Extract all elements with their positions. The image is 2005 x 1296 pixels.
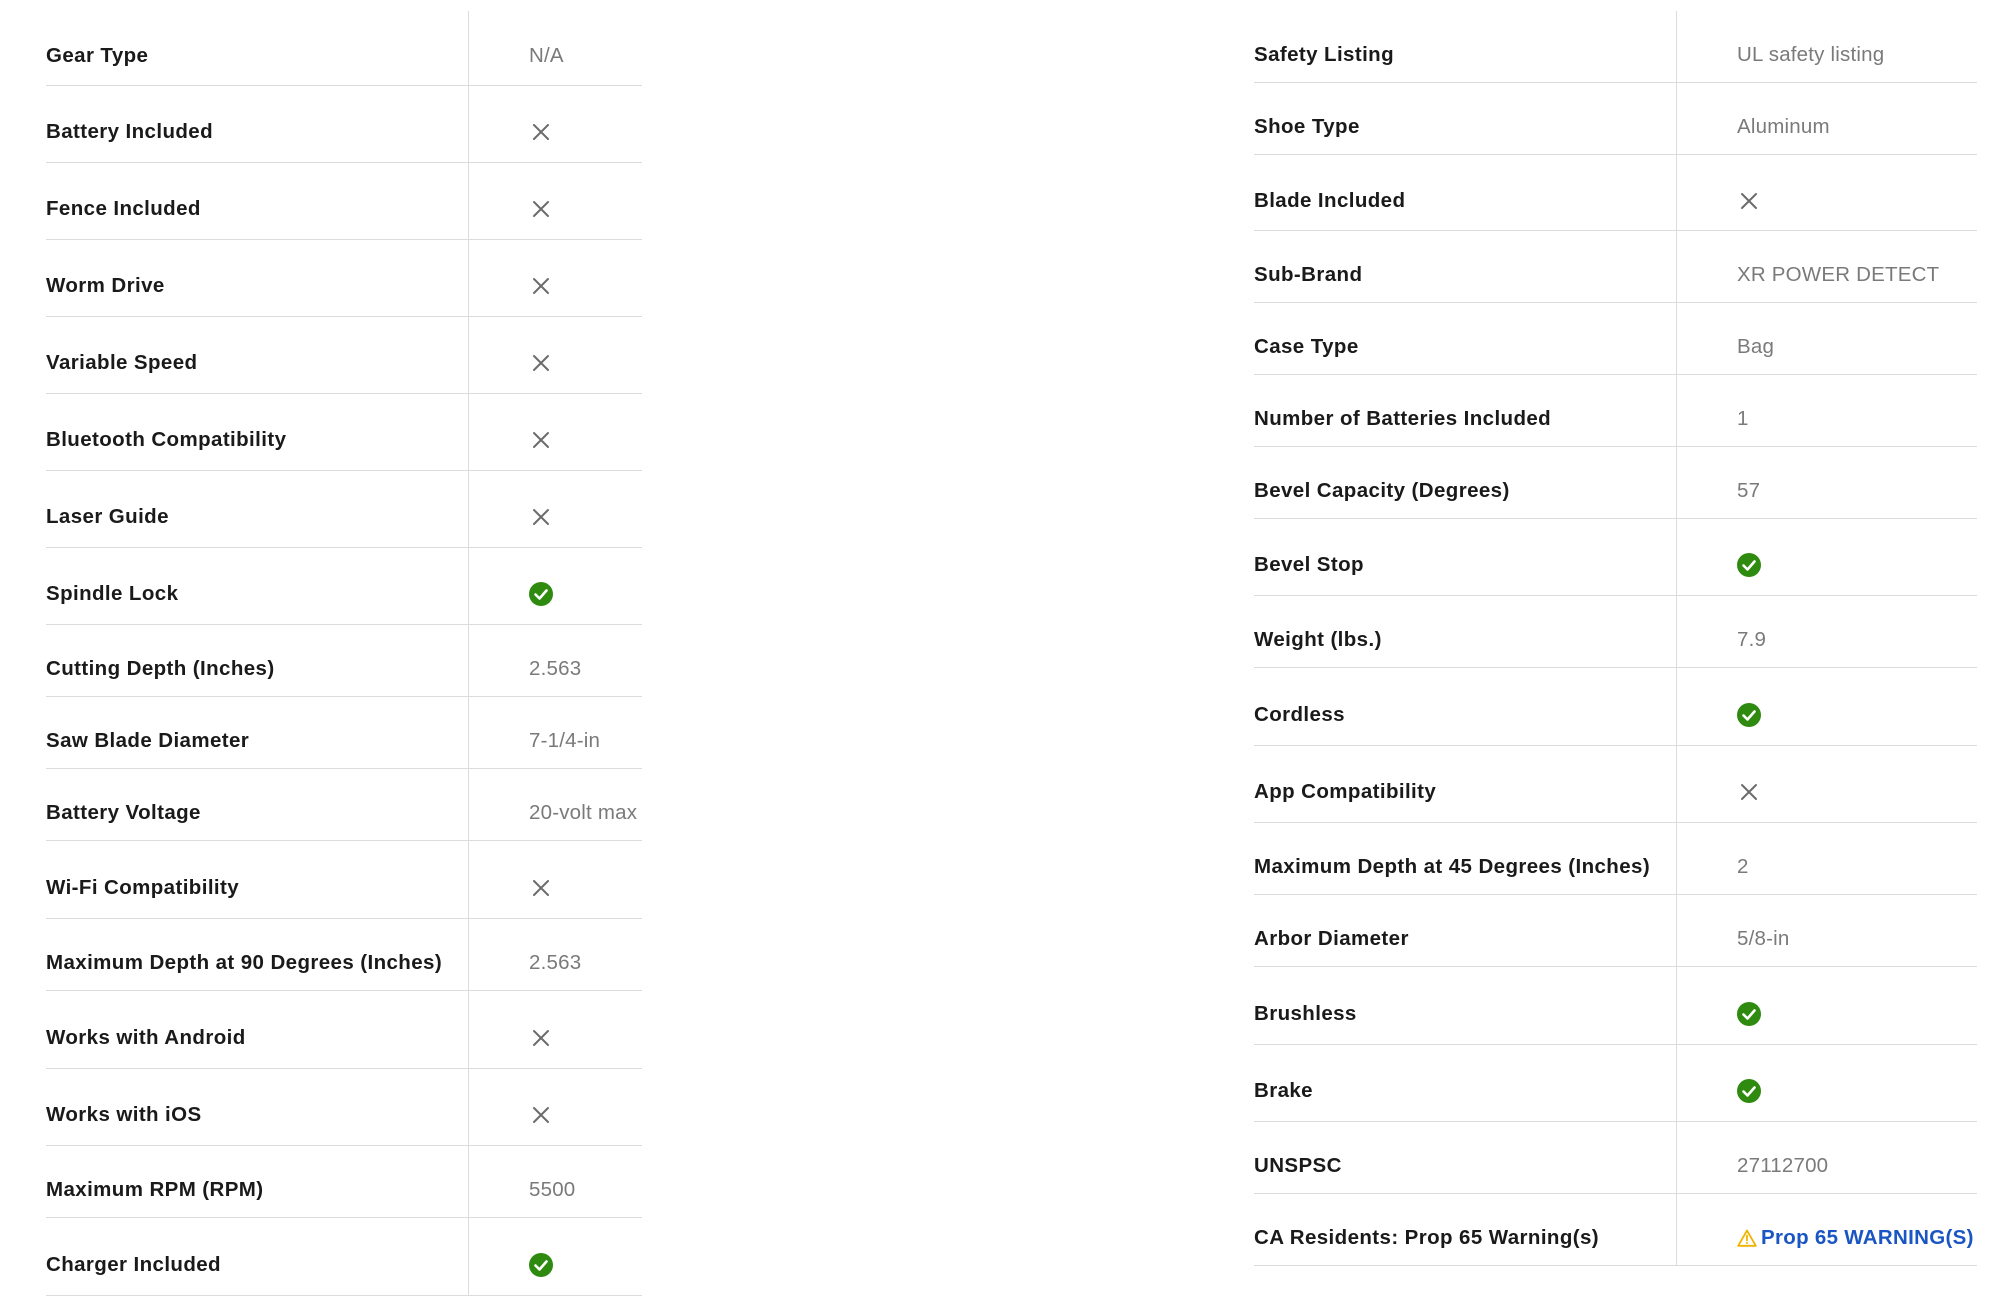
spec-row-bluetooth-compatibility — [46, 394, 642, 471]
spec-value — [469, 841, 553, 918]
spec-value: 7-1/4-in — [529, 728, 601, 752]
spec-row-charger-included — [46, 1218, 642, 1296]
prop-65-link-text: Prop 65 WARNING(S) — [1761, 1225, 1974, 1249]
spec-label: Spindle Lock — [46, 548, 469, 624]
spec-label: Maximum Depth at 45 Degrees (Inches) — [1254, 823, 1677, 894]
spec-label: Battery Voltage — [46, 769, 469, 840]
spec-label: Bevel Capacity (Degrees) — [1254, 447, 1677, 518]
spec-label: Weight (lbs.) — [1254, 596, 1677, 667]
spec-row-brake — [1254, 1045, 1977, 1122]
spec-label: Brushless — [1254, 967, 1677, 1044]
spec-value: UL safety listing — [1737, 42, 1885, 66]
spec-value — [469, 163, 553, 239]
spec-value — [469, 394, 553, 470]
spec-value: 5/8-in — [1737, 926, 1790, 950]
spec-row-laser-guide — [46, 471, 642, 548]
spec-value: 20-volt max — [529, 800, 638, 824]
spec-value — [1677, 746, 1761, 822]
spec-label: CA Residents: Prop 65 Warning(s) — [1254, 1194, 1677, 1265]
spec-value — [1677, 967, 1761, 1044]
x-mark-icon — [529, 1026, 553, 1050]
spec-row-unspsc — [1254, 1122, 1977, 1194]
x-mark-icon — [529, 1103, 553, 1127]
spec-value: Aluminum — [1737, 114, 1830, 138]
spec-row-sub-brand — [1254, 231, 1977, 303]
spec-value — [1677, 519, 1761, 595]
spec-label: Cutting Depth (Inches) — [46, 625, 469, 696]
spec-row-maximum-rpm-rpm — [46, 1146, 642, 1218]
spec-value: N/A — [529, 44, 564, 67]
spec-row-app-compatibility — [1254, 746, 1977, 823]
check-circle-icon — [1737, 1002, 1761, 1026]
spec-row-maximum-depth-at-90-degrees-inches — [46, 919, 642, 991]
spec-row-shoe-type — [1254, 83, 1977, 155]
spec-row-bevel-capacity-degrees — [1254, 447, 1977, 519]
spec-row-ca-residents-prop-65-warning-s — [1254, 1194, 1977, 1266]
spec-label: Battery Included — [46, 86, 469, 162]
spec-value — [469, 240, 553, 316]
spec-row-maximum-depth-at-45-degrees-inches — [1254, 823, 1977, 895]
spec-label: Blade Included — [1254, 155, 1677, 230]
spec-label: Works with Android — [46, 991, 469, 1068]
spec-value — [469, 471, 553, 547]
spec-label: Shoe Type — [1254, 83, 1677, 154]
spec-value: 2.563 — [529, 656, 582, 680]
spec-value — [469, 1218, 553, 1295]
spec-row-works-with-android — [46, 991, 642, 1069]
spec-value: 1 — [1737, 406, 1749, 430]
spec-value: Bag — [1737, 334, 1775, 358]
spec-value — [1677, 1194, 1974, 1265]
check-circle-icon — [1737, 553, 1761, 577]
spec-row-safety-listing — [1254, 11, 1977, 83]
spec-value: 2.563 — [529, 950, 582, 974]
spec-row-variable-speed — [46, 317, 642, 394]
spec-label: Number of Batteries Included — [1254, 375, 1677, 446]
spec-label: Wi-Fi Compatibility — [46, 841, 469, 918]
spec-label: Variable Speed — [46, 317, 469, 393]
spec-label: UNSPSC — [1254, 1122, 1677, 1193]
check-circle-icon — [1737, 1079, 1761, 1103]
spec-label: Safety Listing — [1254, 11, 1677, 82]
spec-value — [469, 317, 553, 393]
spec-label: Cordless — [1254, 668, 1677, 745]
spec-row-gear-type — [46, 11, 642, 86]
spec-row-works-with-ios — [46, 1069, 642, 1146]
x-mark-icon — [529, 274, 553, 298]
spec-row-worm-drive — [46, 240, 642, 317]
spec-value: 7.9 — [1737, 627, 1767, 651]
spec-label: Brake — [1254, 1045, 1677, 1121]
check-circle-icon — [529, 582, 553, 606]
spec-label: Maximum RPM (RPM) — [46, 1146, 469, 1217]
spec-value: 57 — [1737, 478, 1761, 502]
spec-label: Maximum Depth at 90 Degrees (Inches) — [46, 919, 469, 990]
spec-value: XR POWER DETECT — [1737, 262, 1940, 286]
spec-label: Charger Included — [46, 1218, 469, 1295]
spec-table-right — [1254, 11, 1977, 1266]
x-mark-icon — [1737, 780, 1761, 804]
spec-row-spindle-lock — [46, 548, 642, 625]
spec-row-bevel-stop — [1254, 519, 1977, 596]
spec-row-fence-included — [46, 163, 642, 240]
spec-label: Laser Guide — [46, 471, 469, 547]
spec-value: 2 — [1737, 854, 1749, 878]
spec-value: 5500 — [529, 1177, 576, 1201]
spec-label: Sub-Brand — [1254, 231, 1677, 302]
warning-triangle-icon — [1737, 1229, 1757, 1247]
spec-row-arbor-diameter — [1254, 895, 1977, 967]
spec-label: Arbor Diameter — [1254, 895, 1677, 966]
x-mark-icon — [529, 505, 553, 529]
spec-label: Saw Blade Diameter — [46, 697, 469, 768]
spec-row-number-of-batteries-included — [1254, 375, 1977, 447]
spec-label: Worm Drive — [46, 240, 469, 316]
x-mark-icon — [1737, 189, 1761, 213]
spec-value: 27112700 — [1737, 1153, 1829, 1177]
spec-row-saw-blade-diameter — [46, 697, 642, 769]
spec-value — [469, 991, 553, 1068]
spec-row-case-type — [1254, 303, 1977, 375]
prop-65-warning-link[interactable] — [1737, 1226, 1974, 1250]
spec-row-battery-voltage — [46, 769, 642, 841]
spec-value — [469, 86, 553, 162]
spec-row-blade-included — [1254, 155, 1977, 231]
spec-label: Case Type — [1254, 303, 1677, 374]
spec-value — [469, 1069, 553, 1145]
spec-value — [1677, 668, 1761, 745]
spec-label: Fence Included — [46, 163, 469, 239]
spec-label: Works with iOS — [46, 1069, 469, 1145]
x-mark-icon — [529, 428, 553, 452]
spec-label: Bluetooth Compatibility — [46, 394, 469, 470]
spec-value — [1677, 1045, 1761, 1121]
spec-label: Bevel Stop — [1254, 519, 1677, 595]
spec-value — [469, 548, 553, 624]
spec-label: Gear Type — [46, 11, 469, 85]
check-circle-icon — [529, 1253, 553, 1277]
spec-label: App Compatibility — [1254, 746, 1677, 822]
spec-row-weight-lbs — [1254, 596, 1977, 668]
check-circle-icon — [1737, 703, 1761, 727]
spec-row-cordless — [1254, 668, 1977, 746]
spec-row-wi-fi-compatibility — [46, 841, 642, 919]
x-mark-icon — [529, 876, 553, 900]
x-mark-icon — [529, 120, 553, 144]
x-mark-icon — [529, 197, 553, 221]
spec-row-battery-included — [46, 86, 642, 163]
x-mark-icon — [529, 351, 553, 375]
spec-row-brushless — [1254, 967, 1977, 1045]
spec-table-left — [46, 11, 642, 1296]
spec-value — [1677, 155, 1761, 230]
spec-row-cutting-depth-inches — [46, 625, 642, 697]
